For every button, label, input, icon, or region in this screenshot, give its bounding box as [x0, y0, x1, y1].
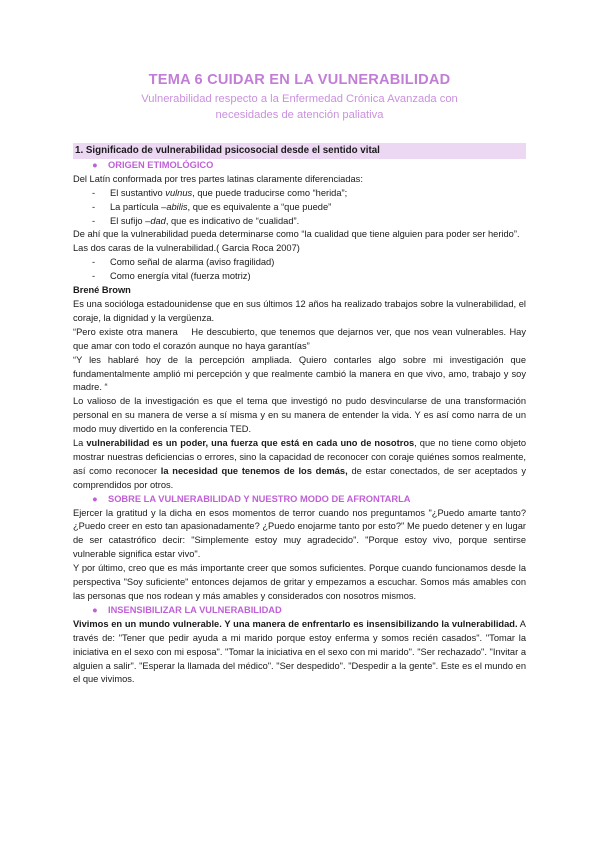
subtitle-line-2: necesidades de atención paliativa — [215, 109, 384, 121]
dash-marker: - — [92, 271, 96, 282]
paragraph-valioso: Lo valioso de la investigación es que el tema que investigó no pudo desvincularse de una transformación personal en su manera de verse a sí misma y en su manera de entender la vida. Y es así como narra de un modo muy divertido en la conferencia TED. — [73, 396, 526, 435]
bullet-dot-icon: ● — [92, 493, 98, 504]
paragraph-dos-caras: Las dos caras de la vulnerabilidad.( Garcia Roca 2007) — [73, 243, 300, 254]
list-item — [73, 187, 526, 201]
page-subtitle — [73, 91, 526, 123]
list-text: , que puede traducirse como “herida”; — [192, 187, 348, 198]
bullet-dot-icon: ● — [92, 604, 98, 615]
text-run: La — [73, 438, 87, 449]
heading-brene-brown: Brené Brown — [73, 285, 131, 296]
paragraph-mundo — [73, 618, 526, 688]
list-text: Como energía vital (fuerza motriz) — [110, 271, 251, 282]
list-item — [73, 215, 526, 229]
subtitle-line-1: Vulnerabilidad respecto a la Enfermedad Crónica Avanzada con — [141, 93, 458, 105]
list-item — [73, 256, 526, 270]
dash-marker: - — [92, 257, 96, 268]
dash-marker: - — [92, 201, 96, 212]
text-run: de estar conectados, de ser aceptados y comprendidos por otros. — [73, 465, 526, 490]
paragraph-latin: Del Latín conformada por tres partes latinas claramente diferenciadas: — [73, 173, 363, 184]
bullet-heading-label: SOBRE LA VULNERABILIDAD Y NUESTRO MODO DE AFRONTARLA — [108, 493, 411, 504]
list-text: La partícula – — [110, 201, 167, 212]
list-text: Como señal de alarma (aviso fragilidad) — [110, 257, 275, 268]
bullet-heading-label: INSENSIBILIZAR LA VULNERABILIDAD — [108, 604, 282, 615]
bullet-heading-insensibilizar — [73, 604, 526, 618]
text-run-bold: la necesidad que tenemos de los demás, — [160, 465, 348, 476]
text-run-bold: vulnerabilidad es un poder, una fuerza que está en cada uno de nosotros — [86, 438, 415, 449]
dash-marker: - — [92, 215, 96, 226]
text-run: , que no tiene como objeto mostrar nuestras deficiencias o errores, sino la capacidad de reconocer con coraje quiénes somos realmente, así como reconocer — [73, 438, 527, 476]
bullet-heading-label: ORIGEN ETIMOLÓGICO — [108, 159, 214, 170]
list-text: El sustantivo — [110, 187, 166, 198]
list-text: , que es equivalente a “que puede” — [187, 201, 332, 212]
page-title: TEMA 6 CUIDAR EN LA VULNERABILIDAD — [148, 72, 451, 88]
document-body — [73, 71, 529, 687]
paragraph-quote-2: “Y les hablaré hoy de la percepción ampliada. Quiero contarles algo sobre mi investigación que fundamentalmente amplió mi percepción y que realmente cambió la manera en que vivo, amo, trabajo y soy madre. “ — [73, 354, 526, 393]
list-item — [73, 270, 526, 284]
list-item — [73, 201, 526, 215]
bullet-dot-icon: ● — [92, 159, 98, 170]
paragraph-gratitud: Ejercer la gratitud y la dicha en esos momentos de terror cuando nos preguntamos "¿Puedo amarte tanto? ¿Puedo creer en esto tan apasionadamente? ¿Puedo enojarme tanto por esto?" Me puedo detener y en lugar de ser catastrófico decir: "Simplemente estoy muy agradecido". "Porque estoy vivo, porque sentirse vulnerable significa estar vivo". — [73, 507, 526, 560]
list-text: , que es indicativo de “cualidad”. — [165, 215, 300, 226]
list-text: El sufijo – — [110, 215, 151, 226]
paragraph-sociologa: Es una socióloga estadounidense que en sus últimos 12 años ha realizado trabajos sobre la vulnerabilidad, el coraje, la dignidad y la vergüenza. — [73, 298, 526, 323]
list-term: abilis — [166, 201, 188, 212]
paragraph-quote-1: “Pero existe otra manera He descubierto, que tenemos que dejarnos ver, que nos vean vulnerables. Hay que amar con todo el corazón aunque no haya garantías” — [73, 326, 529, 351]
bullet-heading-origen — [73, 159, 526, 173]
bullet-heading-afrontarla — [73, 493, 526, 507]
paragraph-de-ahi: De ahí que la vulnerabilidad pueda determinarse como “la cualidad que tiene alguien para poder ser herido”. — [73, 229, 520, 240]
text-run: A través de: "Tener que pedir ayuda a mi marido porque estoy enferma y somos recién casados". "Tomar la iniciativa en el sexo con mi esposa". "Tomar la iniciativa en el sexo con mi marido". "Ser rechazado". "Invitar a alguien a salir". "Esperar la llamada del médico". "Ser despedido". "Despedir a la gente". Este es el mundo en el que vivimos. — [73, 618, 526, 685]
paragraph-ultimo: Y por último, creo que es más importante creer que somos suficientes. Porque cuando funcionamos desde la perspectiva "Soy suficiente" entonces dejamos de gritar y empezamos a escuchar. Somos más amables con las personas que nos rodean y más amables y considerados con nosotros mismos. — [73, 563, 526, 601]
list-term: dad — [150, 215, 166, 226]
section-heading-1: 1. Significado de vulnerabilidad psicosocial desde el sentido vital — [73, 143, 526, 159]
dash-marker: - — [92, 187, 96, 198]
list-term: vulnus — [165, 187, 193, 198]
text-run-bold: Vivimos en un mundo vulnerable. Y una manera de enfrentarlo es insensibilizando la vulnerabilidad. — [73, 618, 518, 629]
paragraph-poder — [73, 437, 526, 493]
